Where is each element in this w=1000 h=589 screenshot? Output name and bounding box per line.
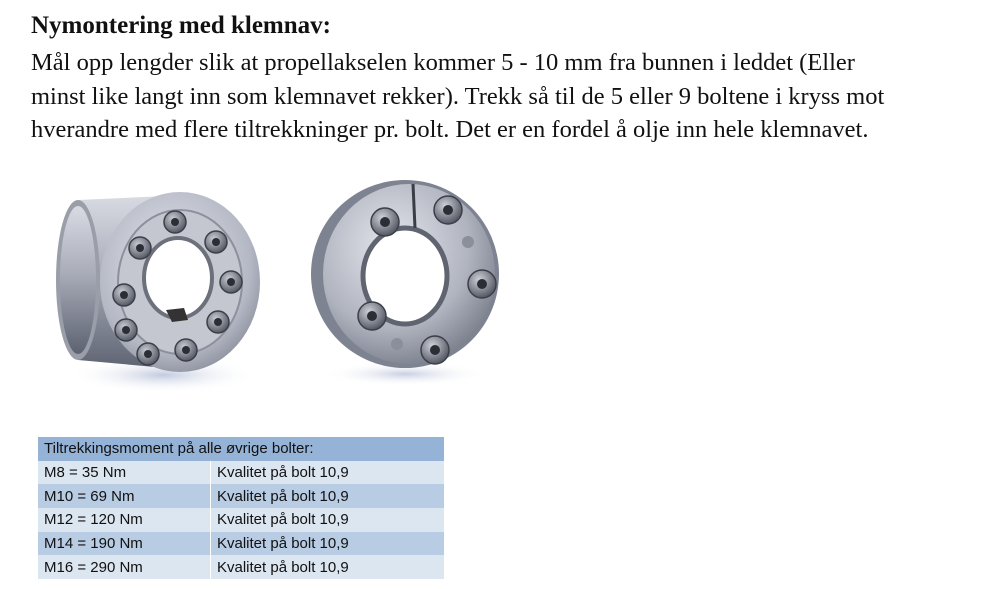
torque-table <box>38 437 444 579</box>
paragraph-line: minst like langt inn som klemnavet rekker). Trekk så til de 5 eller 9 boltene i kryss mot <box>31 82 885 110</box>
instructions-paragraph <box>31 46 991 147</box>
bolt-size-cell: M12 = 120 Nm <box>38 508 211 532</box>
bolt-quality-cell: Kvalitet på bolt 10,9 <box>211 555 445 579</box>
table-header-row <box>38 437 444 461</box>
bolt-size-cell: M10 = 69 Nm <box>38 484 211 508</box>
bolt-size-cell: M8 = 35 Nm <box>38 461 211 485</box>
bolt-size-cell: M16 = 290 Nm <box>38 555 211 579</box>
bolt-size-cell: M14 = 190 Nm <box>38 532 211 556</box>
table-row <box>38 532 444 556</box>
paragraph-line: hverandre med flere tiltrekkninger pr. bolt. Det er en fordel å olje inn hele klemnavet. <box>31 116 869 143</box>
table-row <box>38 484 444 508</box>
clamping-hub-9-bolts-icon <box>38 170 263 395</box>
table-row <box>38 508 444 532</box>
bolt-quality-cell: Kvalitet på bolt 10,9 <box>211 532 445 556</box>
section-heading: Nymontering med klemnav: <box>31 12 331 39</box>
table-title: Tiltrekkingsmoment på alle øvrige bolter: <box>38 437 444 461</box>
table-row <box>38 461 444 485</box>
bolt-quality-cell: Kvalitet på bolt 10,9 <box>211 484 445 508</box>
bolt-quality-cell: Kvalitet på bolt 10,9 <box>211 461 445 485</box>
clamping-hub-5-bolts-icon <box>305 178 505 388</box>
bolt-quality-cell: Kvalitet på bolt 10,9 <box>211 508 445 532</box>
table-row <box>38 555 444 579</box>
paragraph-line: Mål opp lengder slik at propellakselen kommer 5 - 10 mm fra bunnen i leddet (Eller <box>31 49 855 76</box>
